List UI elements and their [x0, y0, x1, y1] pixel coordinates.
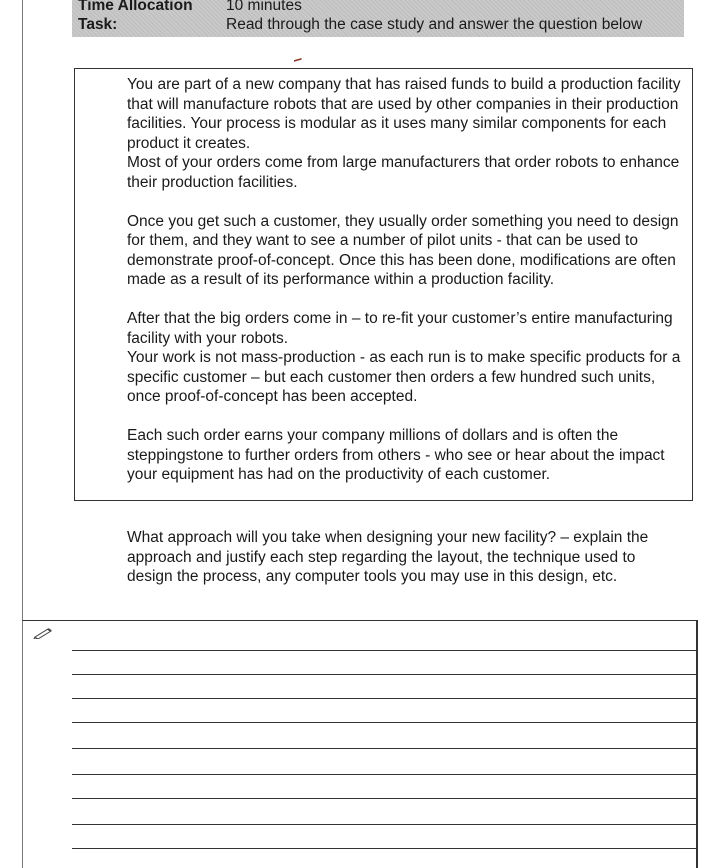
pen-mark-icon [294, 58, 302, 62]
case-paragraph-3: After that the big orders come in – to re-fit your customer’s entire manufacturing facility with your robots. Your work is not mass-production - as each run is to make specific products for a specific customer – but each customer then orders a few hundred such units, once proof-of-concept has been accepted. [127, 310, 681, 405]
task-label: Task: [78, 16, 118, 33]
margin-rule [22, 0, 23, 620]
answer-line[interactable] [72, 848, 698, 849]
answer-line[interactable] [72, 798, 698, 799]
answer-line[interactable] [72, 698, 698, 699]
answer-line[interactable] [72, 650, 698, 651]
answer-line[interactable] [72, 748, 698, 749]
question-text: What approach will you take when designing your new facility? – explain the approach and justify each step regarding the layout, the technique used to design the process, any computer tools you may use in this design, etc. [127, 529, 649, 585]
task-value: Read through the case study and answer the question below [226, 16, 643, 33]
case-paragraph-4: Each such order earns your company millions of dollars and is often the steppingstone to further orders from others - who see or hear about the impact your equipment has had on the productivity of each customer. [127, 427, 665, 483]
case-paragraph-2: Once you get such a customer, they usually order something you need to design for them, and they want to see a number of pilot units - that can be used to demonstrate proof-of-concept. Once this has been done, modifications are often made as a result of its performance within a production facility. [127, 212, 679, 288]
time-allocation-value: 10 minutes [226, 0, 302, 14]
answer-area[interactable] [22, 620, 698, 868]
time-allocation-row [78, 0, 302, 15]
pencil-icon [33, 627, 53, 639]
task-row [78, 16, 642, 34]
case-paragraph-1: You are part of a new company that has raised funds to build a production facility that will manufacture robots that are used by other companies in their production facilities. Your process is modular as it uses many similar components for each product it creates. Most of your orders come from large manufacturers that order robots to enhance their production facilities. [127, 76, 681, 191]
question-block [127, 528, 682, 587]
answer-line[interactable] [72, 774, 698, 775]
answer-line[interactable] [72, 722, 698, 723]
answer-line[interactable] [72, 674, 698, 675]
time-allocation-label: Time Allocation [78, 0, 193, 14]
answer-line[interactable] [72, 824, 698, 825]
case-study-text [127, 75, 682, 504]
